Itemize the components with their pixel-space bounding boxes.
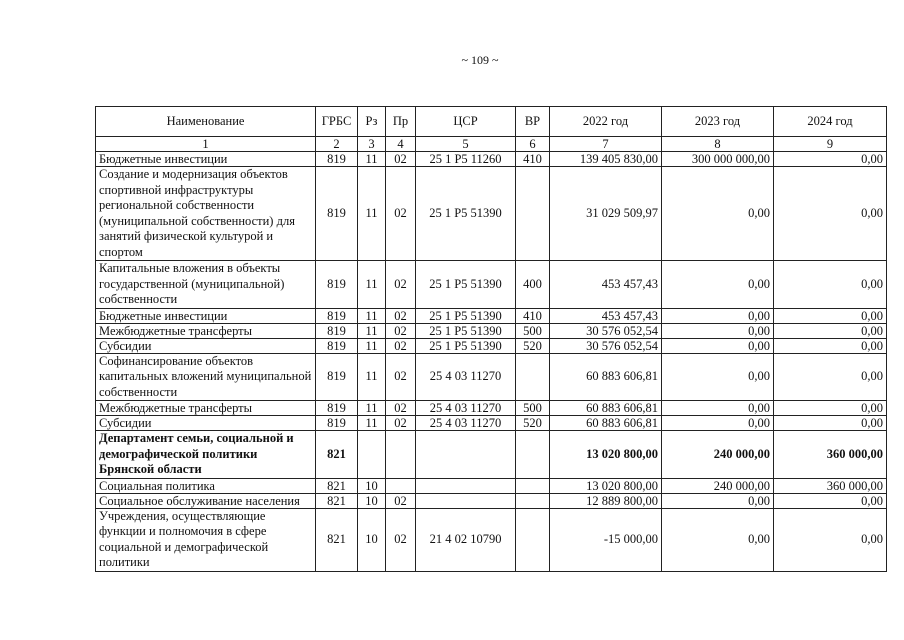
row-grbs: 819 [316, 323, 358, 338]
table-row [96, 261, 887, 309]
col-header-2024: 2024 год [774, 107, 887, 137]
row-rz: 10 [358, 508, 386, 571]
row-rz: 11 [358, 261, 386, 309]
row-pr: 02 [386, 493, 416, 508]
row-vr [516, 478, 550, 493]
row-grbs: 819 [316, 261, 358, 309]
row-2022: -15 000,00 [550, 508, 662, 571]
row-name: Социальная политика [96, 478, 316, 493]
row-vr: 410 [516, 308, 550, 323]
row-2022: 30 576 052,54 [550, 338, 662, 353]
row-vr: 500 [516, 401, 550, 416]
row-vr [516, 508, 550, 571]
row-csr: 25 4 03 11270 [416, 401, 516, 416]
table-row [96, 323, 887, 338]
row-csr: 25 1 P5 51390 [416, 261, 516, 309]
row-2024: 0,00 [774, 416, 887, 431]
row-2023: 0,00 [662, 261, 774, 309]
row-vr [516, 167, 550, 261]
col-header-csr: ЦСР [416, 107, 516, 137]
row-csr: 25 4 03 11270 [416, 416, 516, 431]
row-2023: 300 000 000,00 [662, 152, 774, 167]
row-2024: 0,00 [774, 323, 887, 338]
row-2023: 0,00 [662, 338, 774, 353]
row-csr: 21 4 02 10790 [416, 508, 516, 571]
table-row [96, 353, 887, 401]
table-row [96, 478, 887, 493]
table-row [96, 508, 887, 571]
row-name: Бюджетные инвестиции [96, 152, 316, 167]
table-row [96, 416, 887, 431]
row-name: Департамент семьи, социальной и демографической политики Брянской области [96, 431, 316, 479]
row-grbs: 821 [316, 508, 358, 571]
row-name: Межбюджетные трансферты [96, 401, 316, 416]
row-pr: 02 [386, 261, 416, 309]
row-grbs: 821 [316, 493, 358, 508]
row-name: Создание и модернизация объектов спортивной инфраструктуры региональной собственности (муниципальной собственности) для занятий физической культурой и спортом [96, 167, 316, 261]
col-number: 7 [550, 137, 662, 152]
row-name: Капитальные вложения в объекты государственной (муниципальной) собственности [96, 261, 316, 309]
col-header-2022: 2022 год [550, 107, 662, 137]
row-pr: 02 [386, 308, 416, 323]
table-row-department [96, 431, 887, 479]
row-2024: 0,00 [774, 493, 887, 508]
row-vr: 400 [516, 261, 550, 309]
row-name: Субсидии [96, 338, 316, 353]
row-2022: 453 457,43 [550, 261, 662, 309]
col-header-2023: 2023 год [662, 107, 774, 137]
row-csr: 25 1 P5 11260 [416, 152, 516, 167]
row-pr: 02 [386, 353, 416, 401]
row-2022: 12 889 800,00 [550, 493, 662, 508]
column-number-row [96, 137, 887, 152]
row-csr [416, 431, 516, 479]
col-header-vr: ВР [516, 107, 550, 137]
row-pr [386, 478, 416, 493]
col-number: 2 [316, 137, 358, 152]
col-header-pr: Пр [386, 107, 416, 137]
row-csr [416, 478, 516, 493]
row-csr: 25 1 P5 51390 [416, 338, 516, 353]
table-row [96, 338, 887, 353]
row-2022: 60 883 606,81 [550, 353, 662, 401]
row-2024: 0,00 [774, 353, 887, 401]
row-2024: 360 000,00 [774, 478, 887, 493]
col-number: 9 [774, 137, 887, 152]
row-csr: 25 1 P5 51390 [416, 167, 516, 261]
row-2022: 139 405 830,00 [550, 152, 662, 167]
row-grbs: 821 [316, 431, 358, 479]
row-2023: 0,00 [662, 416, 774, 431]
row-2024: 0,00 [774, 401, 887, 416]
row-vr [516, 353, 550, 401]
row-pr: 02 [386, 338, 416, 353]
row-pr [386, 431, 416, 479]
row-2023: 0,00 [662, 323, 774, 338]
row-pr: 02 [386, 323, 416, 338]
row-2022: 31 029 509,97 [550, 167, 662, 261]
col-header-grbs: ГРБС [316, 107, 358, 137]
row-grbs: 819 [316, 152, 358, 167]
row-pr: 02 [386, 401, 416, 416]
row-rz: 11 [358, 401, 386, 416]
row-name: Учреждения, осуществляющие функции и полномочия в сфере социальной и демографической политики [96, 508, 316, 571]
table-row [96, 401, 887, 416]
row-vr: 410 [516, 152, 550, 167]
row-2023: 0,00 [662, 401, 774, 416]
row-name: Софинансирование объектов капитальных вложений муниципальной собственности [96, 353, 316, 401]
row-csr: 25 1 P5 51390 [416, 308, 516, 323]
row-rz: 10 [358, 493, 386, 508]
row-name: Субсидии [96, 416, 316, 431]
row-name: Бюджетные инвестиции [96, 308, 316, 323]
row-name: Социальное обслуживание населения [96, 493, 316, 508]
row-name: Межбюджетные трансферты [96, 323, 316, 338]
table-row [96, 493, 887, 508]
row-2023: 240 000,00 [662, 478, 774, 493]
row-2022: 453 457,43 [550, 308, 662, 323]
row-pr: 02 [386, 508, 416, 571]
row-2024: 0,00 [774, 308, 887, 323]
col-header-name: Наименование [96, 107, 316, 137]
col-number: 6 [516, 137, 550, 152]
table-row [96, 152, 887, 167]
row-vr: 520 [516, 416, 550, 431]
row-rz [358, 431, 386, 479]
row-2023: 0,00 [662, 308, 774, 323]
row-grbs: 819 [316, 338, 358, 353]
row-vr: 520 [516, 338, 550, 353]
row-2023: 240 000,00 [662, 431, 774, 479]
row-2024: 360 000,00 [774, 431, 887, 479]
row-csr: 25 1 P5 51390 [416, 323, 516, 338]
row-grbs: 819 [316, 167, 358, 261]
row-grbs: 819 [316, 308, 358, 323]
row-vr [516, 493, 550, 508]
col-number: 1 [96, 137, 316, 152]
table-row [96, 308, 887, 323]
row-2022: 30 576 052,54 [550, 323, 662, 338]
row-2024: 0,00 [774, 338, 887, 353]
row-vr: 500 [516, 323, 550, 338]
row-vr [516, 431, 550, 479]
row-csr: 25 4 03 11270 [416, 353, 516, 401]
col-number: 5 [416, 137, 516, 152]
row-2024: 0,00 [774, 152, 887, 167]
row-grbs: 819 [316, 416, 358, 431]
row-grbs: 821 [316, 478, 358, 493]
row-rz: 10 [358, 478, 386, 493]
row-2023: 0,00 [662, 493, 774, 508]
table-row [96, 167, 887, 261]
row-2022: 60 883 606,81 [550, 401, 662, 416]
row-pr: 02 [386, 152, 416, 167]
row-rz: 11 [358, 308, 386, 323]
row-2024: 0,00 [774, 508, 887, 571]
col-number: 8 [662, 137, 774, 152]
row-2023: 0,00 [662, 508, 774, 571]
row-rz: 11 [358, 323, 386, 338]
row-2023: 0,00 [662, 167, 774, 261]
row-pr: 02 [386, 416, 416, 431]
col-number: 4 [386, 137, 416, 152]
row-2024: 0,00 [774, 167, 887, 261]
page-number: ~ 109 ~ [461, 53, 499, 67]
header-row [96, 107, 887, 137]
row-2022: 13 020 800,00 [550, 431, 662, 479]
row-grbs: 819 [316, 401, 358, 416]
row-rz: 11 [358, 338, 386, 353]
row-grbs: 819 [316, 353, 358, 401]
row-rz: 11 [358, 353, 386, 401]
col-number: 3 [358, 137, 386, 152]
row-2022: 60 883 606,81 [550, 416, 662, 431]
budget-table [95, 106, 887, 572]
col-header-rz: Рз [358, 107, 386, 137]
row-rz: 11 [358, 167, 386, 261]
row-pr: 02 [386, 167, 416, 261]
row-rz: 11 [358, 152, 386, 167]
row-2024: 0,00 [774, 261, 887, 309]
row-2023: 0,00 [662, 353, 774, 401]
row-2022: 13 020 800,00 [550, 478, 662, 493]
row-rz: 11 [358, 416, 386, 431]
row-csr [416, 493, 516, 508]
